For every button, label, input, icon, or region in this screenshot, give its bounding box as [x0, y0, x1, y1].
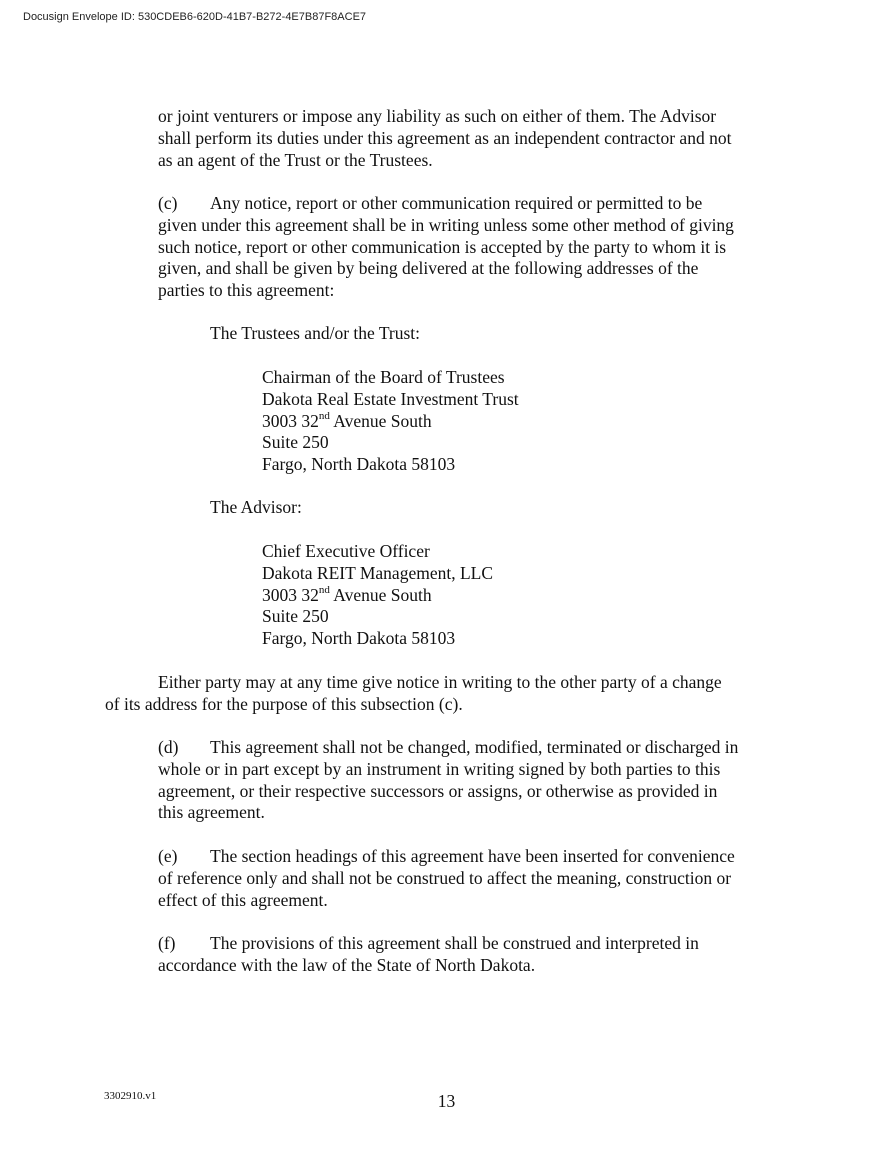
section-f-label: (f) — [158, 933, 176, 953]
section-e-line: of reference only and shall not be construed to affect the meaning, construction or — [158, 867, 732, 888]
section-d-line: this agreement. — [158, 802, 265, 823]
trust-address-line: Suite 250 — [262, 432, 329, 453]
trust-address-line: Dakota Real Estate Investment Trust — [262, 388, 519, 409]
section-f-line: accordance with the law of the State of North Dakota. — [158, 954, 536, 975]
section-c-line: such notice, report or other communication is accepted by the party to whom it is — [158, 236, 727, 257]
trust-address-street — [262, 411, 782, 433]
intro-line: shall perform its duties under this agreement as an independent contractor and not — [158, 127, 732, 148]
advisor-address-line: Suite 250 — [262, 606, 329, 627]
section-d-line: agreement, or their respective successors or assigns, or otherwise as provided in — [158, 780, 718, 801]
street-name: Avenue South — [329, 410, 432, 431]
intro-line: or joint venturers or impose any liability as such on either of them. The Advisor — [158, 106, 717, 126]
page-number: 13 — [437, 1091, 456, 1111]
street-number: 3003 32 — [262, 410, 319, 431]
trust-address-line: Chairman of the Board of Trustees — [262, 367, 505, 387]
street-number: 3003 32 — [262, 584, 319, 605]
section-e-paragraph — [158, 846, 798, 911]
section-d-first-line: This agreement shall not be changed, modified, terminated or discharged in — [210, 737, 739, 757]
section-f-paragraph — [158, 933, 798, 977]
street-name: Avenue South — [329, 584, 432, 605]
section-c-paragraph — [158, 193, 798, 302]
section-d-paragraph — [158, 737, 798, 824]
section-e-line: effect of this agreement. — [158, 889, 328, 910]
section-f-first-line: The provisions of this agreement shall be construed and interpreted in — [210, 933, 699, 953]
section-c-line: parties to this agreement: — [158, 280, 335, 301]
advisor-address-block — [262, 541, 782, 650]
advisor-address-heading: The Advisor: — [210, 497, 302, 517]
document-id: 3302910.v1 — [104, 1090, 157, 1102]
intro-line: as an agent of the Trust or the Trustees. — [158, 149, 433, 170]
street-ordinal-suffix: nd — [318, 409, 330, 422]
trust-address-heading: The Trustees and/or the Trust: — [210, 323, 421, 343]
advisor-address-line: Dakota REIT Management, LLC — [262, 562, 494, 583]
section-d-label: (d) — [158, 737, 179, 757]
section-e-first-line: The section headings of this agreement have been inserted for convenience — [210, 846, 735, 866]
street-ordinal-suffix: nd — [318, 583, 330, 596]
section-e-label: (e) — [158, 846, 178, 866]
trust-address-line: Fargo, North Dakota 58103 — [262, 454, 456, 475]
docusign-envelope-id: Docusign Envelope ID: 530CDEB6-620D-41B7-B272-4E7B87F8ACE7 — [23, 11, 367, 23]
section-d-line: whole or in part except by an instrument in writing signed by both parties to this — [158, 758, 721, 779]
change-notice-paragraph — [105, 672, 795, 716]
advisor-address-line: Chief Executive Officer — [262, 541, 430, 561]
section-c-line: given under this agreement shall be in writing unless some other method of giving — [158, 214, 734, 235]
change-notice-second-line: of its address for the purpose of this subsection (c). — [105, 693, 463, 714]
advisor-address-line: Fargo, North Dakota 58103 — [262, 628, 456, 649]
change-notice-first-line: Either party may at any time give notice in writing to the other party of a change — [158, 672, 722, 692]
section-c-line: given, and shall be given by being delivered at the following addresses of the — [158, 258, 699, 279]
intro-paragraph — [158, 106, 798, 171]
section-c-first-line: Any notice, report or other communication required or permitted to be — [210, 193, 703, 213]
section-c-label: (c) — [158, 193, 178, 213]
advisor-address-street — [262, 585, 782, 607]
trust-address-block — [262, 367, 782, 476]
